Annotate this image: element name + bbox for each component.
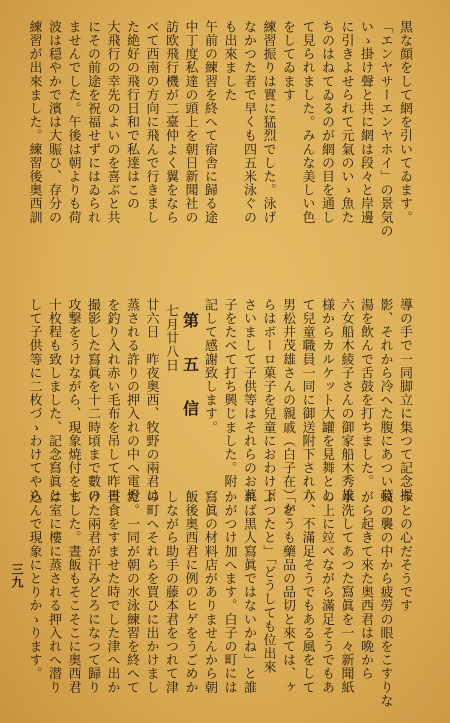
text-column: しながら助手の藤本君をつれて津 bbox=[163, 490, 178, 694]
text-column: 水洗してあつた寫眞を一々新聞紙 bbox=[338, 490, 354, 694]
section-heading: 第 五 信 bbox=[180, 312, 200, 422]
text-column: 「エンヤサーエンヤホイ」の景気の bbox=[377, 20, 393, 238]
text-column: れば黒人寫眞ではないかね」と誰 bbox=[241, 490, 256, 694]
text-column: うとの心だそうです bbox=[397, 490, 412, 613]
text-column: ちのはねてゐるのが網の目を通し bbox=[319, 20, 334, 224]
text-column: べて西南の方向に飛んで行きまし bbox=[143, 20, 159, 224]
text-column: て見られました。みんな美しい色 bbox=[299, 20, 315, 224]
text-column: 撮影した寫眞を十二時頃まで數の bbox=[85, 298, 100, 502]
text-column: 攻撃をうけながら、現象焼付を七 bbox=[65, 298, 81, 502]
text-column: 蒸される許りの押入れの中へ電燈 bbox=[124, 298, 139, 502]
text-column: 十枚程も致しました、記念寫眞と bbox=[46, 298, 61, 502]
text-column: 子をたべて打ち興じました。附 bbox=[221, 298, 237, 489]
text-column: 練習振りは實に猛烈でした。泳げ bbox=[260, 20, 276, 224]
text-column: けた兩君が汗みどろになつて歸り bbox=[85, 490, 100, 694]
text-column: は室に樓に蒸される押入れへ潜り bbox=[46, 490, 61, 694]
text-column: 練習が出來ました。練習後奥西訓 bbox=[26, 20, 42, 224]
text-column: て兒童職員一同に御送附下され六 bbox=[299, 298, 315, 502]
text-column: 波は穏やかで濱は大賑ひ、存分の bbox=[46, 20, 61, 224]
text-column: 込んで現象にとりかゝります。 bbox=[26, 490, 42, 681]
section-date: 七月廿八日 bbox=[163, 304, 178, 372]
text-column: らはボーロ菓子を兒童におわけ下 bbox=[260, 298, 276, 502]
text-column: た絶好の飛行日和で私達はこの bbox=[124, 20, 139, 211]
text-column: ました。晝飯もそこそこに奥西君 bbox=[65, 490, 81, 694]
text-block-middle bbox=[18, 298, 414, 516]
text-column: 「どうも藥品の品切と來ては、ヶ bbox=[280, 490, 295, 694]
text-column: をしてゐます bbox=[280, 20, 295, 102]
text-column: 寫眞の材料店がありませんから朝 bbox=[202, 490, 217, 694]
text-column: にその前途を祝福せずにはゐられ bbox=[85, 20, 100, 224]
text-column: 廿六日 昨夜奥西、牧野の兩君は bbox=[143, 298, 159, 502]
text-column: がら起きて來た奥西君は晩から bbox=[358, 490, 373, 681]
text-column: 飯後奥西君に例のヒゲをうごめか bbox=[182, 490, 198, 694]
text-column: ませんでした。午後は朝よりも荷 bbox=[65, 20, 81, 224]
text-column: 晝食をすませた時でした津へ出か bbox=[104, 490, 120, 694]
text-column: さいまして子供等はそれらのお菓 bbox=[241, 298, 256, 502]
text-column: た。一同が朝の水泳練習を終へて bbox=[124, 490, 139, 694]
text-column: 記して感謝致します。 bbox=[202, 298, 217, 434]
text-column: の町へそれらを買ひに出かけまし bbox=[143, 490, 159, 694]
text-column: ぶつたと」「どうしても位出來 bbox=[260, 490, 276, 674]
text-column: して子供等に二枚づゝわけてやら bbox=[26, 298, 42, 502]
text-block-top bbox=[18, 20, 414, 282]
text-column: 影、それから冷へた腹にあつい葛 bbox=[377, 298, 393, 502]
text-column: に引きよせられて元氣のいゝ魚た bbox=[338, 20, 354, 224]
text-column: 黒な顔をして網を引いてゐます。 bbox=[397, 20, 412, 224]
page-number: 三九 bbox=[10, 563, 24, 589]
text-column: を釣り入れ赤い毛布を吊して昨日 bbox=[104, 298, 120, 502]
text-column: 大飛行の幸先のよいのを喜ぶと共 bbox=[104, 20, 120, 224]
text-column: かがつけ加へます。白子の町には bbox=[221, 490, 237, 694]
text-column: 中丁度私達の頭上を朝日新聞社の bbox=[182, 20, 198, 224]
text-column: 六女船木綾子さんの御家船木秀雄 bbox=[338, 298, 354, 502]
text-column: いゝ掛け聲と共に網は段々と岸邊 bbox=[358, 20, 373, 224]
text-column: 蚊の襲の中から疲勞の眼をこすりな bbox=[377, 490, 393, 708]
text-column: 湯を飲んで舌鼓を打ちました。 bbox=[358, 298, 373, 489]
text-column: 導の手で一同脚立に集つて記念撮 bbox=[397, 298, 412, 502]
text-column: 訪欧飛行機が二臺仲よく翼をなら bbox=[163, 20, 178, 224]
text-column: の上に竝べながら滿足そうでもあ bbox=[319, 490, 334, 694]
text-column: も出來ました bbox=[221, 20, 237, 102]
text-column: なかつた者で早くも四五米泳ぐの bbox=[241, 20, 256, 224]
text-column: り、不滿足そうでもある風をして bbox=[299, 490, 315, 694]
text-column: 午前の練習を終へて宿舎に歸る途 bbox=[202, 20, 217, 224]
text-block-bottom bbox=[18, 490, 414, 708]
text-column: 男松井茂雄さんの親戚（白子在）か bbox=[280, 298, 295, 516]
text-column: 様からカルケット大罐を見舞とし bbox=[319, 298, 334, 502]
